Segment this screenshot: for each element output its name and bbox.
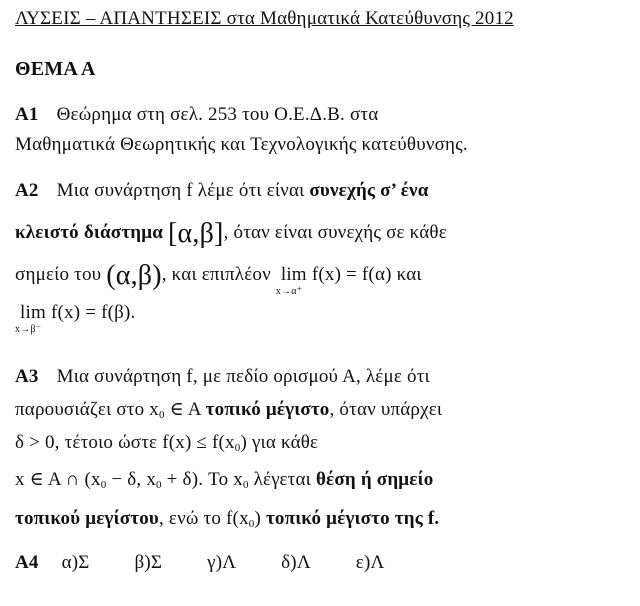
subscript: 0 <box>158 409 165 421</box>
a3-label: Α3 <box>15 366 39 387</box>
a3-local-max-value-term: τοπικό μέγιστο της f. <box>265 508 440 529</box>
lim-word: lim <box>20 302 46 323</box>
a3-text-3b: ) για κάθε <box>240 432 319 453</box>
a3-line-4 <box>15 468 433 491</box>
subscript: 0 <box>156 479 162 491</box>
a2-text-3c: , και επιπλέον <box>161 264 276 285</box>
page-title: ΛΥΣΕΙΣ – ΑΠΑΝΤΗΣΕΙΣ στα Μαθηματικά Κατεύθυνσης 2012 <box>15 8 514 29</box>
a4-answer-e: ε)Λ <box>355 552 385 573</box>
a3-text-5b: , ενώ το f(x <box>159 508 249 529</box>
lim-word: lim <box>280 264 307 285</box>
a2-line-4 <box>15 302 136 335</box>
subscript: 0 <box>234 442 241 454</box>
limit-right <box>275 264 312 297</box>
a1-label: Α1 <box>15 104 39 125</box>
a3-line-1 <box>15 366 430 388</box>
a3-local-max-term: τοπικό μέγιστο <box>205 399 330 420</box>
a1-line-2: Μαθηματικά Θεωρητικής και Τεχνολογικής κατεύθυνσης. <box>15 134 468 155</box>
a4-line <box>15 552 424 574</box>
a2-closed-interval: [α,β] <box>168 218 224 249</box>
section-heading: ΘΕΜΑ Α <box>15 58 96 80</box>
subscript: 0 <box>248 518 255 530</box>
a1-text-1: Θεώρημα στη σελ. 253 του Ο.Ε.Δ.Β. στα <box>56 104 379 125</box>
a3-line-2 <box>15 398 442 421</box>
a2-line-3 <box>15 260 422 297</box>
a3-x0: x <box>149 399 159 420</box>
a1-line-1 <box>15 104 378 126</box>
a2-text-1a: Μια συνάρτηση f λέμε ότι είναι <box>56 180 310 201</box>
a2-text-2c: , όταν είναι συνεχής σε κάθε <box>223 222 447 243</box>
a3-position-term: θέση ή σημείο <box>315 469 434 490</box>
lim-subscript: x→β⁻ <box>15 324 42 335</box>
a3-text-2a: παρουσιάζει στο <box>15 399 150 420</box>
a3-text-5c: ) <box>254 508 266 529</box>
limit-left <box>15 302 51 335</box>
a2-text-4: f(x) = f(β). <box>51 302 136 323</box>
a2-line-1 <box>15 180 429 202</box>
a2-closed-interval-term: κλειστό διάστημα <box>15 222 164 243</box>
a3-line-3 <box>15 432 318 454</box>
a4-label: Α4 <box>15 552 39 573</box>
subscript: 0 <box>242 479 249 491</box>
a3-text-4a: x ∈ A ∩ (x <box>15 469 101 490</box>
a3-local-max-point-term: τοπικού μεγίστου <box>15 508 159 529</box>
a3-text-4b: − δ, x <box>106 469 157 490</box>
a4-answer-b: β)Σ <box>134 552 163 573</box>
a4-answer-a: α)Σ <box>61 552 90 573</box>
a2-text-3a: σημείο του <box>15 264 107 285</box>
a2-text-3d: f(x) = f(α) και <box>311 264 422 285</box>
a3-text-4c: + δ). Το x <box>161 469 243 490</box>
a3-text-2c: ∈ A <box>164 399 206 420</box>
a2-open-interval: (α,β) <box>106 260 162 291</box>
a3-line-5 <box>15 508 439 530</box>
a2-continuous-term: συνεχής σ’ ένα <box>309 180 429 201</box>
subscript: 0 <box>100 479 107 491</box>
a4-answer-c: γ)Λ <box>207 552 237 573</box>
a3-text-1: Μια συνάρτηση f, με πεδίο ορισμού Α, λέμε ότι <box>56 366 430 387</box>
a3-text-4d: λέγεται <box>248 469 316 490</box>
a3-text-2e: , όταν υπάρχει <box>329 399 443 420</box>
a3-text-3a: δ > 0, τέτοιο ώστε f(x) ≤ f(x <box>15 432 235 453</box>
lim-subscript: x→α⁺ <box>275 286 303 297</box>
a2-label: Α2 <box>15 180 39 201</box>
a4-answer-d: δ)Λ <box>281 552 311 573</box>
a2-line-2 <box>15 218 447 250</box>
